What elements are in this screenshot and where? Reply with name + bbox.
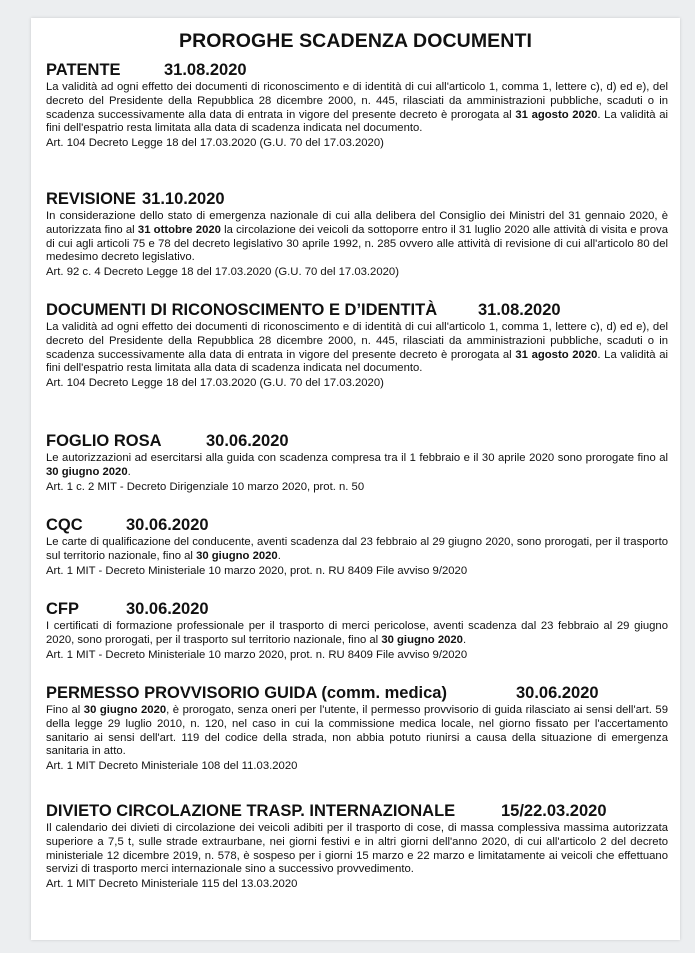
section-title: DIVIETO CIRCOLAZIONE TRASP. INTERNAZIONALE	[46, 802, 456, 820]
body-text: . La validità ai fini dell'espatrio resta limitata alla data di scadenza indicata nel documento.	[46, 348, 669, 375]
legal-reference: Art. 1 MIT - Decreto Ministeriale 10 marzo 2020, prot. n. RU 8409 File avviso 9/2020	[46, 648, 468, 661]
body-text: , è prorogato, senza oneri per l'utente, il permesso provvisorio di guida rilasciato ai sensi dell'art. 59 della legge 29 luglio 2010, n. 120, nel caso in cui la commissione medica locale, nel giorno fissato per l'accertamento sanitario ai sensi dell'art. 119 del codice della strada, non abbia potuto riunirsi a causa della situazione di emergenza sanitaria in atto.	[46, 704, 668, 758]
section-date: 30.06.2020	[516, 684, 599, 702]
section-heading	[46, 431, 668, 451]
body-text: .	[462, 633, 467, 646]
section-body	[46, 704, 668, 759]
section-body	[46, 822, 668, 877]
section-title: CFP	[46, 600, 79, 618]
section-date: 30.06.2020	[206, 432, 289, 450]
section-date: 31.08.2020	[478, 301, 561, 319]
section	[46, 515, 668, 578]
section-title: REVISIONE	[46, 190, 136, 208]
body-text: .	[277, 549, 281, 562]
legal-reference: Art. 92 c. 4 Decreto Legge 18 del 17.03.2020 (G.U. 70 del 17.03.2020)	[46, 266, 399, 279]
section-heading	[46, 683, 668, 703]
legal-reference: Art. 104 Decreto Legge 18 del 17.03.2020 (G.U. 70 del 17.03.2020)	[46, 377, 384, 390]
section	[46, 801, 668, 891]
legal-reference: Art. 104 Decreto Legge 18 del 17.03.2020 (G.U. 70 del 17.03.2020)	[46, 137, 384, 150]
body-text: Le carte di qualificazione del conducente, aventi scadenza dal 23 febbraio al 29 giugno 2020, sono prorogati, per il trasporto sul territorio nazionale, fino al	[46, 536, 668, 562]
document-title: PROROGHE SCADENZA DOCUMENTI	[179, 30, 532, 52]
section-title: CQC	[46, 516, 83, 534]
body-text: Il calendario dei divieti di circolazione dei veicoli adibiti per il trasporto di cose, di massa complessiva massima autorizzata superiore a 7,5 t, sulle strade extraurbane, nei giorni festivi e in altri giorni dell'anno 2020, di cui all'articolo 2 del decreto ministeriale 12 dicembre 2019, n. 578, è sospeso per i giorni 15 marzo e 22 marzo e limitatamente ai veicoli che effettuano servizi di trasporto merci internazionale sino a successivo provvedimento.	[46, 822, 668, 876]
section-body	[46, 81, 668, 136]
section-body	[46, 536, 668, 564]
section-title: DOCUMENTI DI RICONOSCIMENTO E D’IDENTITÀ	[46, 301, 438, 319]
document-page	[31, 18, 680, 940]
section-date: 15/22.03.2020	[501, 802, 607, 820]
section-date: 30.06.2020	[126, 600, 209, 618]
body-text: Le autorizzazioni ad esercitarsi alla guida con scadenza compresa tra il 1 febbraio e il 30 aprile 2020 sono prorogate fino al	[46, 452, 668, 464]
body-text: .	[127, 465, 131, 478]
section	[46, 431, 668, 494]
section-title: PATENTE	[46, 61, 121, 79]
highlighted-date: 31 agosto 2020	[515, 348, 598, 361]
highlighted-date: 30 giugno 2020	[381, 633, 463, 646]
highlighted-date: 31 ottobre 2020	[137, 223, 221, 236]
highlighted-date: 30 giugno 2020	[83, 704, 167, 716]
section-body	[46, 210, 668, 265]
section	[46, 300, 668, 390]
section-body	[46, 452, 668, 480]
body-text: I certificati di formazione professionale per il trasporto di merci pericolose, aventi scadenza dal 23 febbraio al 29 giugno 2020, sono prorogati, per il trasporto sul territorio nazionale, fino al	[46, 620, 668, 646]
section-heading	[46, 801, 668, 821]
highlighted-date: 30 giugno 2020	[46, 465, 128, 478]
section-heading	[46, 189, 668, 209]
section-heading	[46, 60, 668, 80]
section	[46, 60, 668, 150]
section	[46, 683, 668, 773]
section-title: PERMESSO PROVVISORIO GUIDA (comm. medica)	[46, 684, 447, 702]
section-body	[46, 620, 668, 648]
body-text: la circolazione dei veicoli da sottoporre entro il 31 luglio 2020 alle attività di visita e prova di cui agli articoli 75 e 78 del decreto legislativo 30 aprile 1992, n. 285 ovvero alle attività di revisione di cui all'articolo 80 del medesimo decreto legislativo.	[46, 223, 668, 264]
section-title: FOGLIO ROSA	[46, 432, 162, 450]
legal-reference: Art. 1 MIT Decreto Ministeriale 115 del 13.03.2020	[46, 878, 298, 891]
body-text: La validità ad ogni effetto dei documenti di riconoscimento e di identità di cui all'articolo 1, comma 1, lettere c), d) ed e), del decreto del Presidente della Repubblica 28 dicembre 2000, n. 445, rilasciati da amministrazioni pubbliche, scaduti o in scadenza successivamente alla data di entrata in vigore del presente decreto è prorogata al	[46, 321, 668, 361]
highlighted-date: 31 agosto 2020	[515, 108, 598, 121]
section	[46, 599, 668, 662]
section-date: 30.06.2020	[126, 516, 209, 534]
section	[46, 189, 668, 279]
highlighted-date: 30 giugno 2020	[196, 549, 278, 562]
body-text: . La validità ai fini dell'espatrio resta limitata alla data di scadenza indicata nel documento.	[46, 108, 669, 135]
body-text: In considerazione dello stato di emergenza nazionale di cui alla delibera del Consiglio dei Ministri del 31 gennaio 2020, è autorizzata fino al	[46, 210, 668, 236]
section-heading	[46, 515, 668, 535]
section-date: 31.08.2020	[164, 61, 247, 79]
body-text: La validità ad ogni effetto dei documenti di riconoscimento e di identità di cui all'articolo 1, comma 1, lettere c), d) ed e), del decreto del Presidente della Repubblica 28 dicembre 2000, n. 445, rilasciati da amministrazioni pubbliche, scaduti o in scadenza successivamente alla data di entrata in vigore del presente decreto è prorogata al	[46, 81, 668, 121]
section-heading	[46, 300, 668, 320]
legal-reference: Art. 1 MIT Decreto Ministeriale 108 del 11.03.2020	[46, 760, 298, 773]
legal-reference: Art. 1 c. 2 MIT - Decreto Dirigenziale 10 marzo 2020, prot. n. 50	[46, 480, 365, 493]
legal-reference: Art. 1 MIT - Decreto Ministeriale 10 marzo 2020, prot. n. RU 8409 File avviso 9/2020	[46, 564, 468, 577]
section-heading	[46, 599, 668, 619]
section-body	[46, 321, 668, 376]
section-date: 31.10.2020	[142, 190, 225, 208]
body-text: Fino al	[46, 704, 84, 716]
